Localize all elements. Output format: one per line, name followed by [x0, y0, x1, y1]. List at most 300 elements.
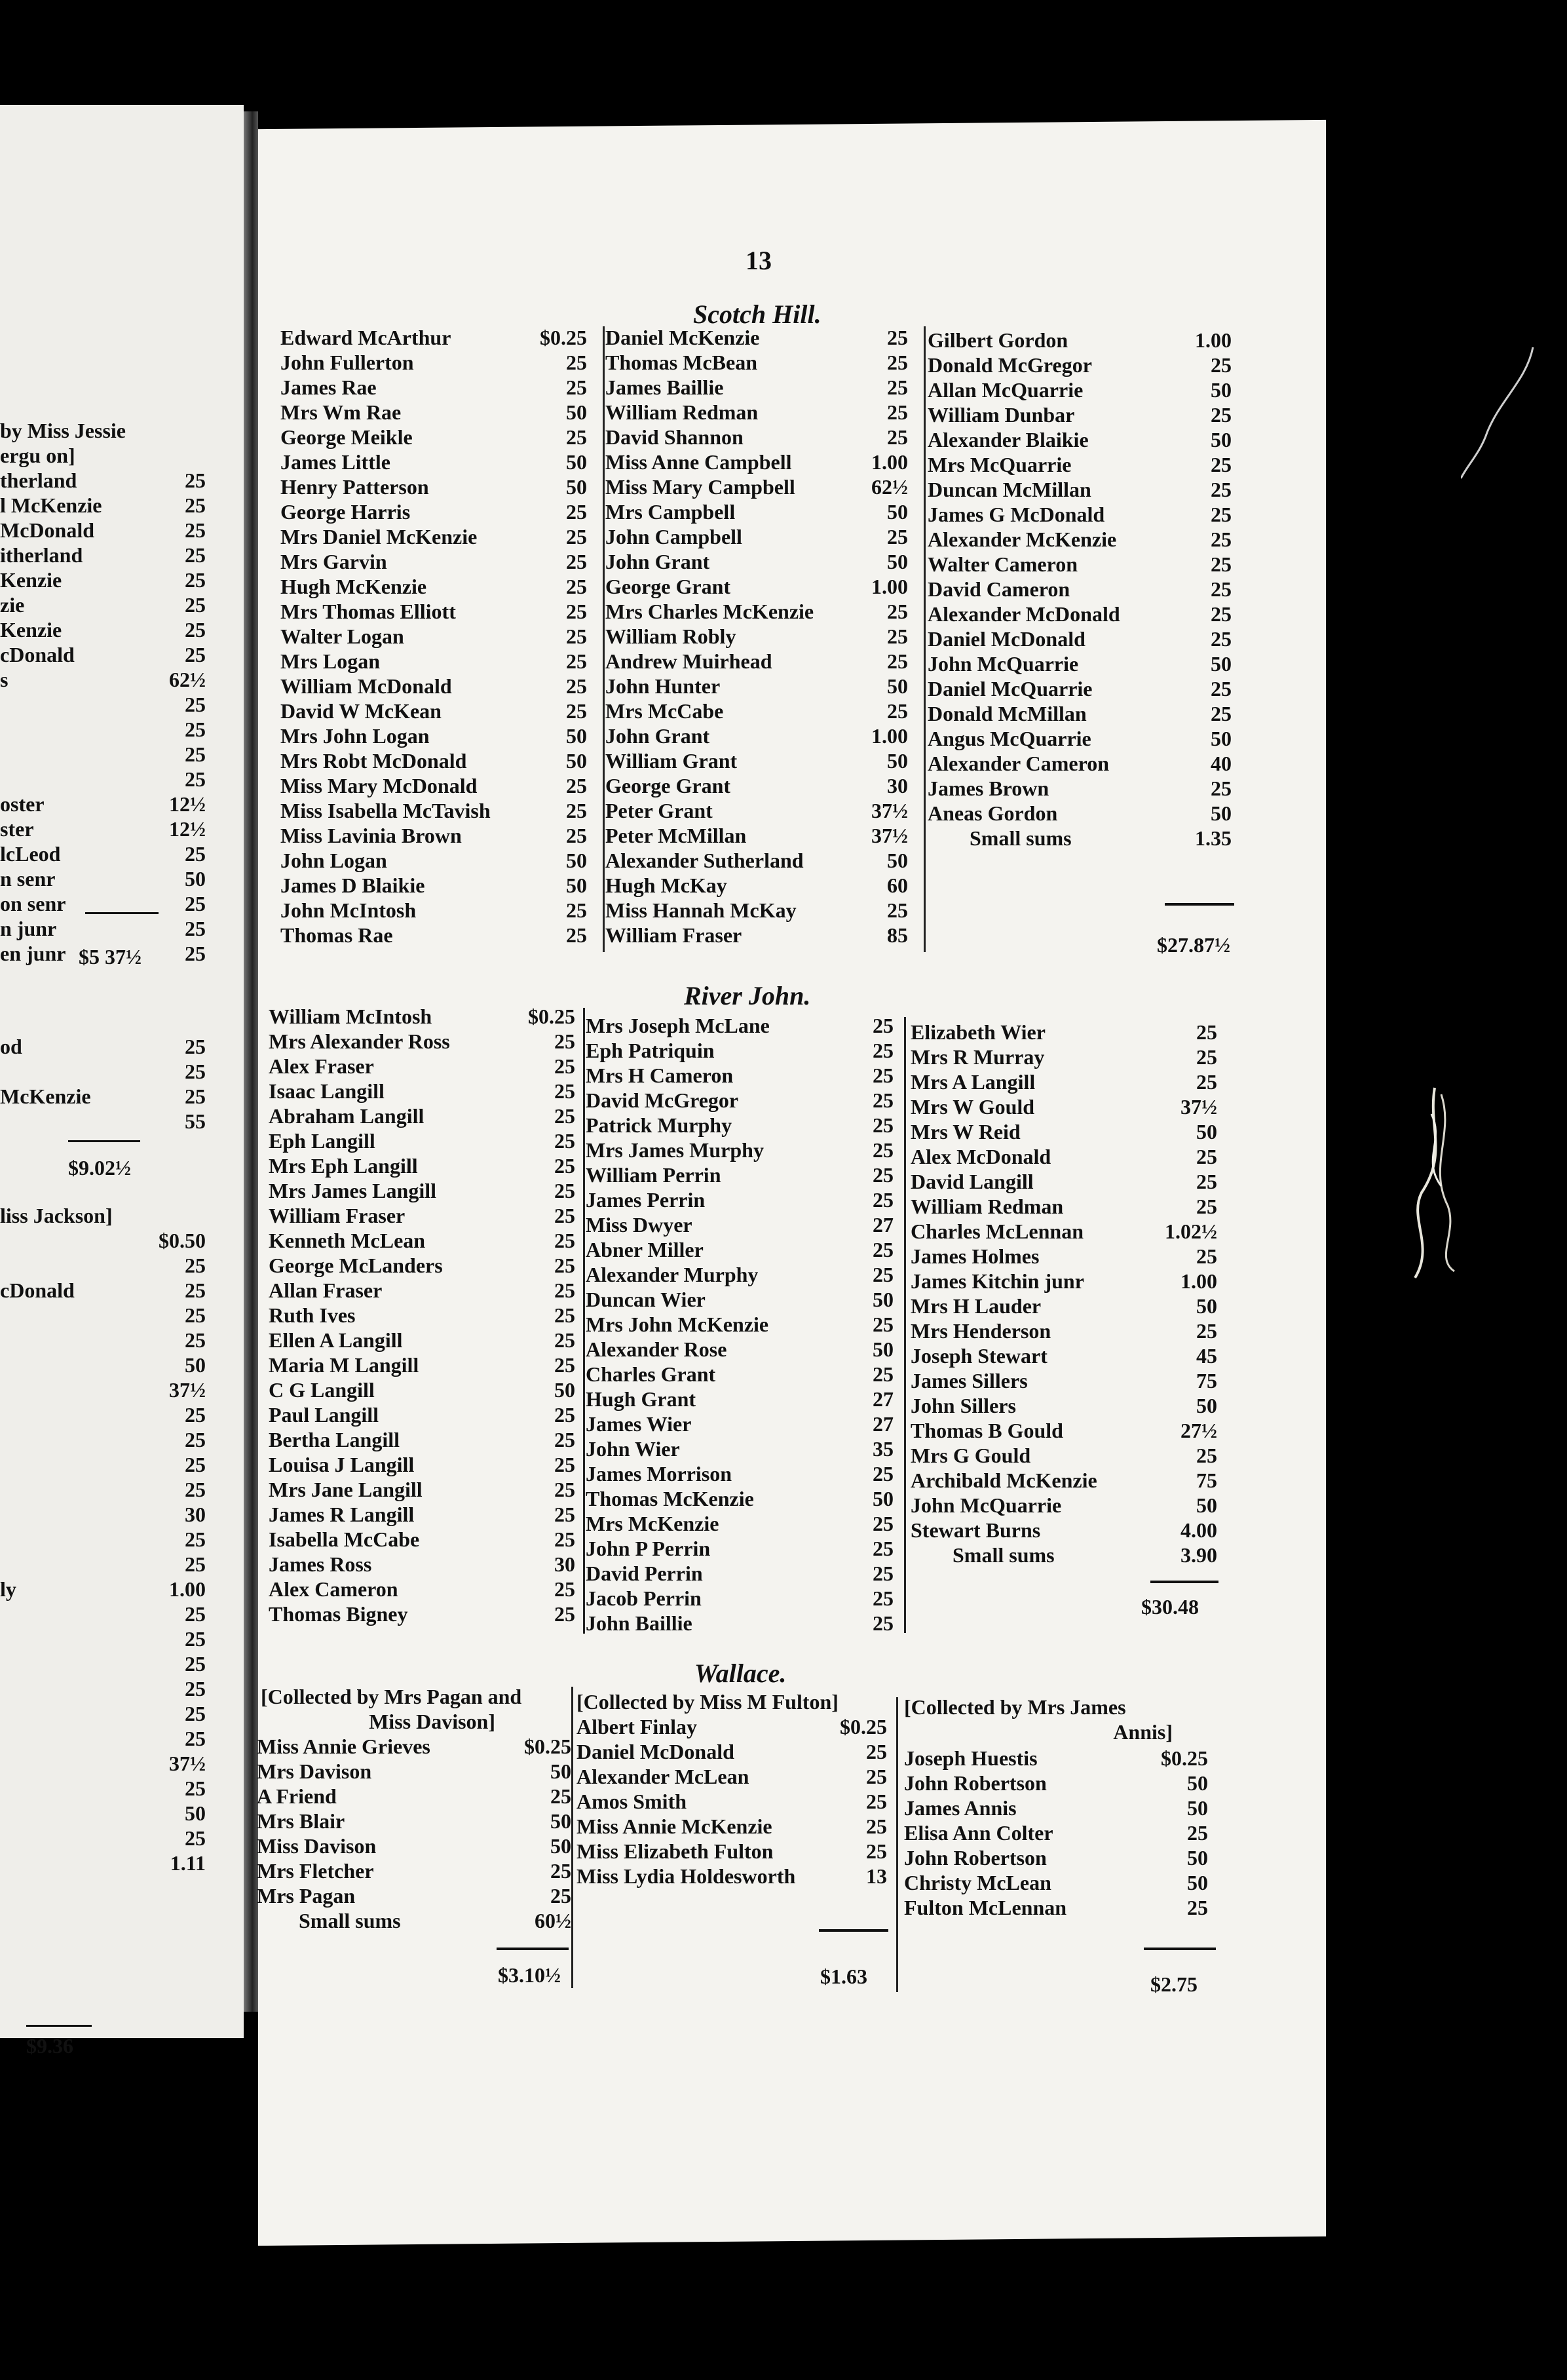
contribution-amount: 25: [185, 1727, 206, 1750]
list-item: [911, 1119, 1217, 1144]
contribution-amount: 25: [887, 898, 908, 922]
contribution-amount: 50: [554, 1378, 575, 1402]
list-item: [280, 848, 587, 873]
contribution-amount: 50: [873, 1337, 894, 1361]
contribution-amount: 25: [873, 1537, 894, 1560]
list-item: [0, 1527, 244, 1552]
list-item: [0, 667, 244, 692]
contribution-amount: 25: [873, 1138, 894, 1162]
contributor-name: Mrs Joseph McLane: [586, 1014, 770, 1037]
contribution-amount: 35: [873, 1437, 894, 1461]
wallace-column-2-total: $1.63: [820, 1965, 867, 1988]
contributor-name: on senr: [0, 892, 66, 915]
contribution-amount: 25: [887, 600, 908, 623]
contribution-amount: 30: [185, 1503, 206, 1526]
contributor-name: Andrew Muirhead: [605, 649, 772, 673]
contribution-amount: 1.00: [169, 1577, 206, 1601]
contribution-amount: 75: [1196, 1468, 1217, 1492]
contributor-name: Alexander McKenzie: [928, 528, 1117, 551]
contributor-name: Small sums: [299, 1909, 401, 1932]
contributor-name: James Ross: [269, 1552, 372, 1576]
contribution-amount: 25: [866, 1814, 887, 1838]
contribution-amount: 25: [185, 1677, 206, 1700]
contributor-name: n senr: [0, 867, 56, 891]
contribution-amount: 62½: [169, 668, 206, 691]
list-item: [257, 1858, 571, 1883]
contribution-amount: 25: [185, 1602, 206, 1626]
list-item: [586, 1611, 894, 1636]
list-item: [0, 792, 244, 816]
contribution-amount: 50: [887, 849, 908, 872]
list-item: [576, 1764, 887, 1789]
list-item: [0, 717, 244, 742]
contributor-name: William Perrin: [586, 1163, 721, 1187]
previous-page-rule: [68, 1140, 140, 1142]
contribution-amount: 25: [566, 699, 587, 723]
previous-page: [0, 105, 244, 2058]
contribution-amount: 12½: [169, 817, 206, 841]
contribution-amount: 25: [185, 1627, 206, 1651]
contributor-name: William Grant: [605, 749, 738, 773]
contributor-name: Ruth Ives: [269, 1303, 356, 1327]
list-item: [0, 567, 244, 592]
list-item: [928, 402, 1232, 427]
list-item: [257, 1784, 571, 1809]
contributor-name: Donald McMillan: [928, 702, 1087, 725]
contribution-amount: 25: [1211, 702, 1232, 725]
contributor-name: Miss Dwyer: [586, 1213, 692, 1237]
contribution-amount: 60½: [535, 1909, 571, 1932]
contribution-amount: 50: [887, 674, 908, 698]
contribution-amount: 50: [185, 1353, 206, 1377]
list-item: [928, 726, 1232, 751]
contribution-amount: 85: [887, 923, 908, 947]
contributor-name: Kenzie: [0, 618, 62, 642]
list-item: [269, 1427, 575, 1452]
contributor-name: Walter Logan: [280, 624, 404, 648]
contributor-name: Mrs Charles McKenzie: [605, 600, 814, 623]
contributor-name: John Hunter: [605, 674, 721, 698]
contribution-amount: 50: [1211, 727, 1232, 750]
list-item: [0, 1253, 244, 1278]
contributor-name: Mrs Blair: [257, 1809, 345, 1833]
contributor-name: Miss Mary Campbell: [605, 475, 795, 499]
contributor-name: William McDonald: [280, 674, 452, 698]
contribution-amount: 25: [887, 525, 908, 548]
contribution-amount: 25: [1211, 478, 1232, 501]
contributor-name: James Little: [280, 450, 390, 474]
contributor-name: Peter McMillan: [605, 824, 747, 847]
list-item: [280, 425, 587, 450]
list-item: [586, 1013, 894, 1038]
contributor-name: en junr: [0, 942, 66, 965]
list-item: [928, 801, 1232, 826]
list-item: [0, 1502, 244, 1527]
contributor-name: Allan Fraser: [269, 1278, 383, 1302]
contribution-amount: 25: [185, 593, 206, 617]
list-item: [269, 1128, 575, 1153]
list-item: [280, 674, 587, 699]
contributor-name: therland: [0, 469, 77, 492]
contribution-amount: 25: [554, 1503, 575, 1526]
contribution-amount: 25: [866, 1765, 887, 1788]
list-item: [269, 1153, 575, 1178]
collector-note-line: [Collected by Mrs Pagan and: [261, 1685, 522, 1708]
list-item: [586, 1063, 894, 1088]
contributor-name: Miss Anne Campbell: [605, 450, 792, 474]
contribution-amount: 50: [566, 724, 587, 748]
section-title-scotch-hill: Scotch Hill.: [693, 299, 821, 329]
list-item: [0, 1676, 244, 1701]
list-item: [576, 1814, 887, 1839]
contribution-amount: 25: [554, 1229, 575, 1252]
list-item: [0, 1303, 244, 1328]
contribution-amount: 25: [566, 674, 587, 698]
contributor-name: Daniel McDonald: [576, 1740, 734, 1763]
contributor-name: Thomas McKenzie: [586, 1487, 754, 1510]
contribution-amount: 25: [873, 1462, 894, 1486]
list-item: [928, 626, 1232, 651]
list-item: [269, 1079, 575, 1104]
collector-note-line: Annis]: [1113, 1720, 1173, 1744]
list-item: [257, 1883, 571, 1908]
contribution-amount: 50: [887, 500, 908, 524]
contributor-name: Alexander Cameron: [928, 752, 1110, 775]
contribution-amount: 13: [866, 1864, 887, 1888]
contributor-name: Abner Miller: [586, 1238, 704, 1261]
list-item: [605, 474, 908, 499]
book-gutter: [244, 111, 258, 2012]
contributor-name: Mrs R Murray: [911, 1045, 1045, 1069]
list-item: [280, 823, 587, 848]
contribution-amount: 25: [554, 1602, 575, 1626]
contributor-name: William Dunbar: [928, 403, 1075, 427]
contributor-name: James Baillie: [605, 375, 724, 399]
previous-page-total: $9.36: [26, 2034, 73, 2058]
list-item: [0, 841, 244, 866]
list-item: [280, 499, 587, 524]
hair-debris: [1461, 341, 1539, 485]
list-item: [0, 1377, 244, 1402]
previous-page-rule: [26, 2025, 92, 2027]
contribution-amount: 25: [554, 1254, 575, 1277]
list-item: [586, 1511, 894, 1536]
contributor-name: John Sillers: [911, 1394, 1016, 1417]
contributor-name: C G Langill: [269, 1378, 375, 1402]
list-item: [586, 1113, 894, 1138]
contributor-name: James Perrin: [586, 1188, 706, 1212]
contribution-amount: 25: [1211, 453, 1232, 476]
contribution-amount: 25: [554, 1353, 575, 1377]
contributor-name: James Brown: [928, 777, 1049, 800]
contribution-amount: 25: [554, 1428, 575, 1451]
scotch-hill-column-1: [280, 325, 587, 948]
list-item: [280, 450, 587, 474]
list-item: [605, 873, 908, 898]
wallace-column-3-total: $2.75: [1150, 1972, 1198, 1996]
list-item: [0, 617, 244, 642]
contribution-amount: 25: [554, 1179, 575, 1202]
contribution-amount: 25: [866, 1790, 887, 1813]
list-item: [928, 427, 1232, 452]
total-rule: [819, 1929, 888, 1932]
list-item: [904, 1795, 1208, 1820]
list-item: [0, 592, 244, 617]
contribution-amount: 25: [550, 1859, 571, 1883]
contribution-amount: 25: [554, 1478, 575, 1501]
list-item: [0, 767, 244, 792]
contribution-amount: 55: [185, 1109, 206, 1133]
list-item: [586, 1138, 894, 1162]
contribution-amount: 25: [873, 1188, 894, 1212]
list-item: [280, 474, 587, 499]
contribution-amount: 25: [873, 1586, 894, 1610]
contribution-amount: 25: [873, 1238, 894, 1261]
contribution-amount: 50: [1187, 1796, 1208, 1820]
column-divider: [603, 326, 605, 952]
wallace-column-2: [576, 1714, 887, 1889]
contribution-amount: 25: [873, 1163, 894, 1187]
contribution-amount: 25: [1211, 403, 1232, 427]
contributor-name: David Shannon: [605, 425, 744, 449]
contribution-amount: 25: [566, 600, 587, 623]
contribution-amount: 27: [873, 1213, 894, 1237]
contribution-amount: 1.00: [871, 450, 908, 474]
list-item: [280, 574, 587, 599]
contributor-name: John Robertson: [904, 1846, 1047, 1870]
contribution-amount: 25: [185, 543, 206, 567]
contributor-name: Louisa J Langill: [269, 1453, 415, 1476]
list-item: [911, 1368, 1217, 1393]
list-item: [586, 1362, 894, 1387]
contribution-amount: 60: [887, 873, 908, 897]
contributor-name: lcLeod: [0, 842, 61, 866]
previous-page-total: $5 37½: [79, 945, 142, 969]
list-item: [605, 674, 908, 699]
contributor-name: Mrs Fletcher: [257, 1859, 374, 1883]
contribution-amount: 25: [873, 1263, 894, 1286]
list-item: [0, 1353, 244, 1377]
contribution-amount: 25: [185, 1303, 206, 1327]
contributor-name: Small sums: [970, 826, 1072, 850]
contribution-amount: 25: [887, 326, 908, 349]
wallace-column-1: [257, 1734, 571, 1933]
list-item: [605, 599, 908, 624]
contributor-name: Mrs Robt McDonald: [280, 749, 467, 773]
contributor-name: James Rae: [280, 375, 377, 399]
contributor-name: Thomas B Gould: [911, 1419, 1063, 1442]
contribution-amount: 25: [185, 892, 206, 915]
contributor-name: William Fraser: [269, 1204, 406, 1227]
contributor-name: Daniel McKenzie: [605, 326, 760, 349]
contributor-name: William Redman: [911, 1195, 1064, 1218]
list-item: [269, 1552, 575, 1577]
list-item: [0, 418, 244, 443]
list-item: [911, 1169, 1217, 1194]
list-item: [280, 549, 587, 574]
contribution-amount: 37½: [169, 1378, 206, 1402]
contribution-amount: 25: [1196, 1319, 1217, 1343]
contributor-name: James Wier: [586, 1412, 692, 1436]
total-rule: [1165, 903, 1234, 906]
previous-page-total: $9.02½: [68, 1156, 131, 1180]
list-item: [586, 1212, 894, 1237]
contributor-name: John Robertson: [904, 1771, 1047, 1795]
list-item: [269, 1203, 575, 1228]
contributor-name: Daniel McQuarrie: [928, 677, 1093, 701]
contribution-amount: 25: [554, 1129, 575, 1153]
list-item: [0, 642, 244, 667]
list-item: [0, 1726, 244, 1751]
contribution-amount: 30: [554, 1552, 575, 1576]
list-item: [0, 1228, 244, 1253]
list-item: [0, 1452, 244, 1477]
contribution-amount: 1.00: [871, 575, 908, 598]
contributor-name: Mrs Thomas Elliott: [280, 600, 456, 623]
list-item: [0, 1577, 244, 1602]
collector-note-line: [Collected by Mrs James: [904, 1695, 1126, 1719]
contribution-amount: 50: [1196, 1294, 1217, 1318]
contributor-name: Isabella McCabe: [269, 1527, 420, 1551]
contributor-name: Angus McQuarrie: [928, 727, 1091, 750]
contributor-name: Mrs H Lauder: [911, 1294, 1042, 1318]
list-item: [280, 599, 587, 624]
list-item: [904, 1845, 1208, 1870]
contributor-name: David McGregor: [586, 1088, 739, 1112]
list-item: [269, 1353, 575, 1377]
contribution-amount: 25: [185, 942, 206, 965]
list-item: [586, 1312, 894, 1337]
list-item: [605, 798, 908, 823]
list-item: [0, 468, 244, 493]
contribution-amount: 25: [185, 568, 206, 592]
section-title-wallace: Wallace.: [694, 1659, 787, 1688]
contributor-name: Henry Patterson: [280, 475, 429, 499]
list-item: [605, 748, 908, 773]
contribution-amount: 25: [566, 624, 587, 648]
list-item: [928, 502, 1232, 527]
contribution-amount: 50: [1211, 801, 1232, 825]
scotch-hill-total: $27.87½: [1157, 933, 1230, 957]
contributor-name: James R Langill: [269, 1503, 415, 1526]
contributor-name: Mrs Jane Langill: [269, 1478, 423, 1501]
list-item: [0, 1084, 244, 1109]
contributor-name: Joseph Stewart: [911, 1344, 1048, 1368]
contributor-name: James Morrison: [586, 1462, 732, 1486]
contributor-name: ly: [0, 1577, 16, 1601]
list-item: [0, 1651, 244, 1676]
contribution-amount: 50: [887, 749, 908, 773]
contribution-amount: 25: [873, 1039, 894, 1062]
contribution-amount: 3.90: [1180, 1543, 1217, 1567]
list-item: [911, 1543, 1217, 1567]
list-item: [586, 1461, 894, 1486]
list-item: [911, 1194, 1217, 1219]
contribution-amount: 25: [873, 1113, 894, 1137]
list-item: [269, 1253, 575, 1278]
list-item: [911, 1518, 1217, 1543]
contributor-name: Mrs Alexander Ross: [269, 1029, 450, 1053]
river-john-column-3: [911, 1020, 1217, 1567]
contribution-amount: $0.25: [528, 1005, 575, 1028]
list-item: [586, 1536, 894, 1561]
list-item: [269, 1303, 575, 1328]
list-item: [904, 1820, 1208, 1845]
list-item: [269, 1602, 575, 1626]
contribution-amount: 45: [1196, 1344, 1217, 1368]
contribution-amount: 25: [1211, 677, 1232, 701]
contributor-name: Mrs Garvin: [280, 550, 387, 573]
contributor-name: Stewart Burns: [911, 1518, 1041, 1542]
contribution-amount: 25: [185, 1254, 206, 1277]
contribution-amount: 25: [185, 1328, 206, 1352]
contribution-amount: 50: [566, 749, 587, 773]
wallace-collector-note-2: [576, 1689, 904, 1714]
contributor-name: Alexander Blaikie: [928, 428, 1089, 451]
contributor-name: John Grant: [605, 724, 710, 748]
contributor-name: Abraham Langill: [269, 1104, 425, 1128]
contribution-amount: 25: [1196, 1045, 1217, 1069]
contributor-name: A Friend: [257, 1784, 337, 1808]
contribution-amount: 25: [1211, 627, 1232, 651]
contributor-name: Fulton McLennan: [904, 1896, 1067, 1919]
contributor-name: Mrs Daniel McKenzie: [280, 525, 478, 548]
list-item: [605, 923, 908, 948]
contribution-amount: 25: [554, 1029, 575, 1053]
list-item: [0, 1059, 244, 1084]
contribution-amount: 25: [566, 500, 587, 524]
contributor-name: Miss Annie Grieves: [257, 1735, 430, 1758]
contribution-amount: 25: [185, 1527, 206, 1551]
contribution-amount: 12½: [169, 792, 206, 816]
list-item: [0, 543, 244, 567]
contributor-name: James Kitchin junr: [911, 1269, 1084, 1293]
list-item: [586, 1486, 894, 1511]
contributor-name: Joseph Huestis: [904, 1746, 1038, 1770]
contribution-amount: 25: [185, 742, 206, 766]
list-item: [280, 873, 587, 898]
contributor-name: liss Jackson]: [0, 1204, 113, 1227]
contributor-name: Elizabeth Wier: [911, 1020, 1046, 1044]
list-item: [280, 773, 587, 798]
contributor-name: Duncan Wier: [586, 1288, 706, 1311]
contribution-amount: 30: [887, 774, 908, 797]
contribution-amount: 50: [873, 1288, 894, 1311]
contribution-amount: 25: [185, 618, 206, 642]
list-item: [904, 1771, 1208, 1795]
contribution-amount: 50: [1187, 1771, 1208, 1795]
contributor-name: James G McDonald: [928, 503, 1105, 526]
contribution-amount: 37½: [1180, 1095, 1217, 1119]
contribution-amount: 50: [1187, 1871, 1208, 1894]
list-item: [904, 1895, 1208, 1920]
list-item: [269, 1477, 575, 1502]
contribution-amount: $0.25: [1161, 1746, 1208, 1770]
contributor-name: oster: [0, 792, 45, 816]
contribution-amount: 25: [554, 1527, 575, 1551]
contributor-name: Allan McQuarrie: [928, 378, 1084, 402]
list-item: [0, 1034, 244, 1059]
contributor-name: Miss Isabella McTavish: [280, 799, 491, 822]
contribution-amount: 25: [887, 400, 908, 424]
contribution-amount: 25: [1187, 1896, 1208, 1919]
list-item: [257, 1833, 571, 1858]
contributor-name: Miss Davison: [257, 1834, 377, 1858]
river-john-column-1: [269, 1004, 575, 1626]
contribution-amount: 25: [887, 699, 908, 723]
list-item: [586, 1561, 894, 1586]
contribution-amount: 1.00: [1195, 328, 1232, 352]
